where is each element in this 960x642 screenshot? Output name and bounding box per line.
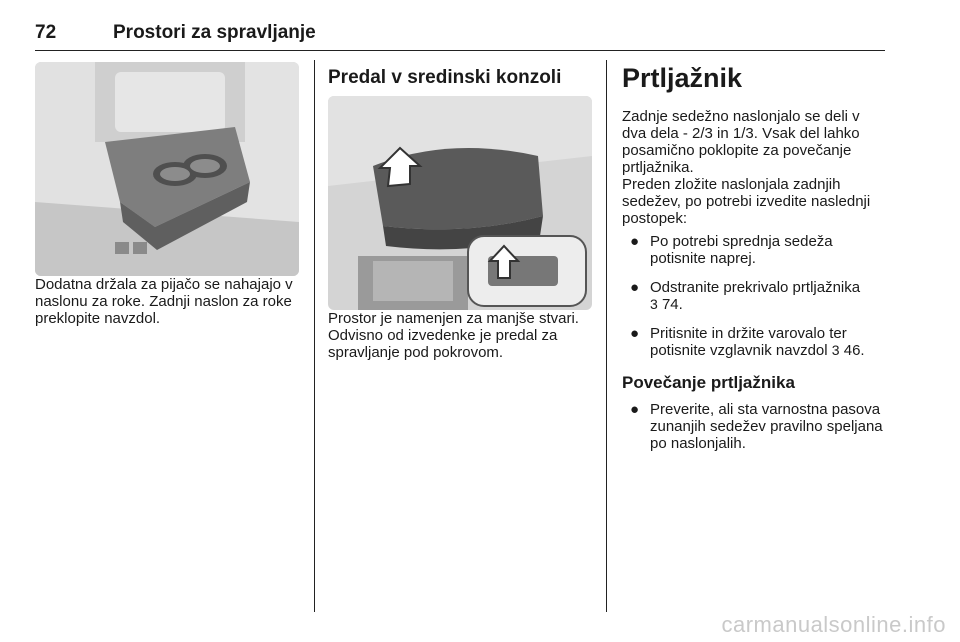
paragraph: Zadnje sedežno naslonjalo se deli v dva dela - 2/3 in 1/3. Vsak del lahko posamično poklopite za povečanje prtljažnika. [622,108,860,176]
page-title: Prostori za spravljanje [113,22,316,43]
cupholder-caption: Dodatna držala za pijačo se nahajajo v naslonu za roke. Zadnji naslon za roke preklopite navzdol. [35,276,293,327]
column-divider [606,60,607,612]
page-ref-link[interactable]: 46. [843,342,865,359]
list-item [622,279,886,313]
list-item [622,325,886,359]
section-title: Predal v sredinski konzoli [328,67,562,88]
subsection-title: Povečanje prtljažnika [622,373,795,392]
bullet-list [622,233,886,359]
column-divider [314,60,315,612]
paragraph: Preden zložite naslonjala zadnjih sedežev, po potrebi izvedite naslednji postopek: [622,176,871,227]
list-item [622,401,886,452]
column-1 [35,62,299,327]
page-ref-icon: 3 [650,296,658,312]
paragraph: Prostor je namenjen za manjše stvari. [328,310,579,327]
center-console-illustration [328,96,592,310]
watermark: carmanualsonline.info [721,612,946,637]
section-title: Prtljažnik [622,63,743,93]
list-item-text: Po potrebi sprednja sedeža potisnite naprej. [650,233,833,267]
paragraph: Odvisno od izvedenke je predal za spravljanje pod pokrovom. [328,327,558,361]
page-ref-icon: 3 [831,342,840,358]
bullet-icon: ● [630,325,640,342]
bullet-icon: ● [630,233,640,250]
bullet-icon: ● [630,401,640,418]
bullet-list [622,401,886,452]
column-3 [622,62,886,464]
list-item-text: Pritisnite in držite varovalo ter potisnite vzglavnik navzdol [650,325,847,359]
list-item-text: Odstranite prekrivalo prtljažnika [650,279,861,296]
page-header [35,18,885,51]
armrest-cupholder-illustration [35,62,299,276]
bullet-icon: ● [630,279,640,296]
list-item [622,233,886,267]
page-ref-link[interactable]: 74. [661,296,683,313]
column-2 [328,62,592,361]
page-number: 72 [35,22,57,43]
list-item-text: Preverite, ali sta varnostna pasova zunanjih sedežev pravilno speljana po naslonjalih. [650,401,883,452]
